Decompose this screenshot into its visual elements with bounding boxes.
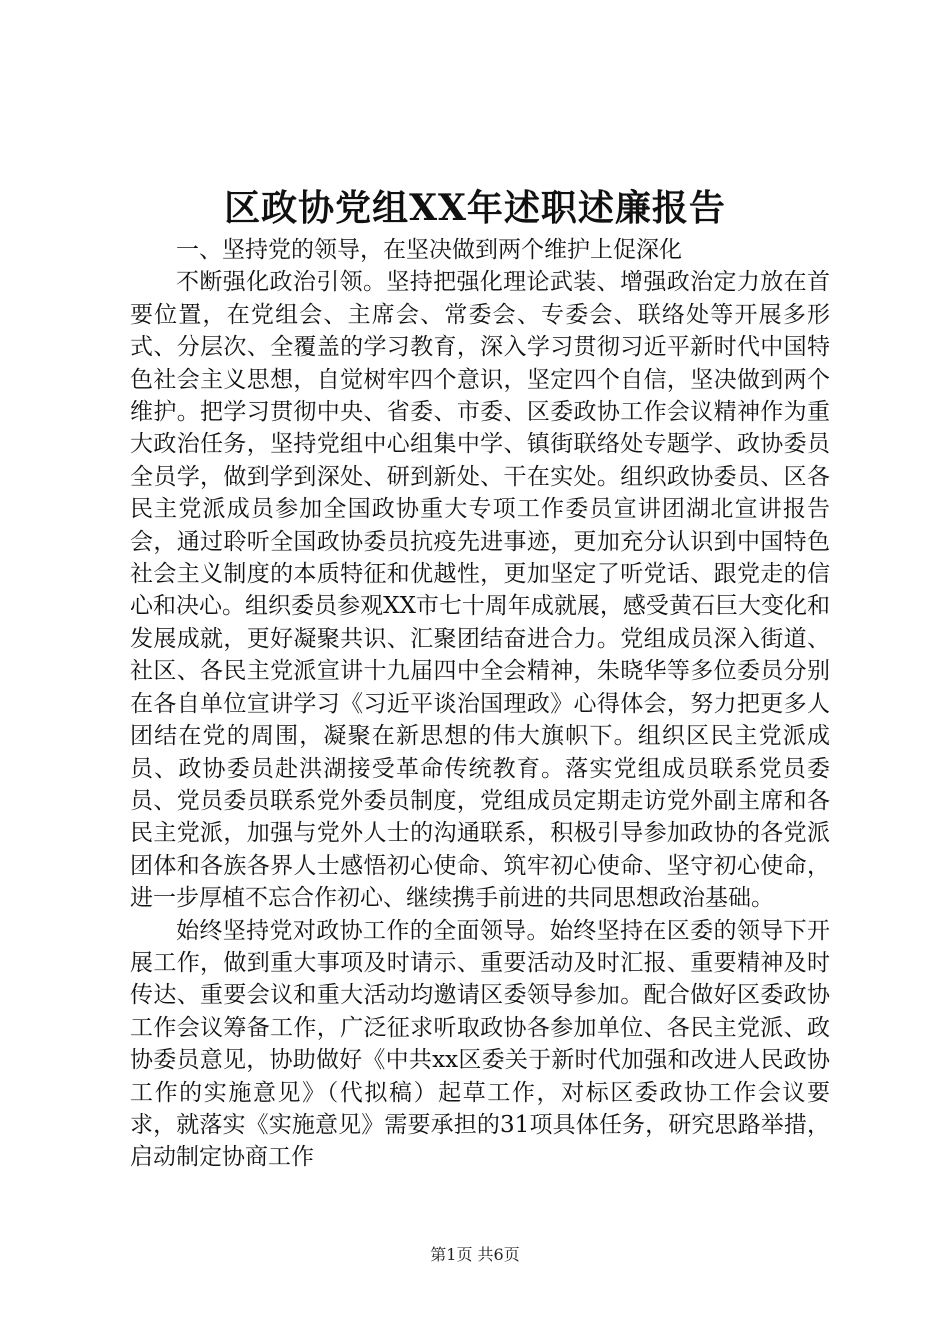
page-footer: 第1页 共6页 xyxy=(430,1245,520,1264)
body-paragraph: 始终坚持党对政协工作的全面领导。始终坚持在区委的领导下开展工作，做到重大事项及时请示、重要活动及时汇报、重要精神及时传达、重要会议和重大活动均邀请区委领导参加。配合做好区委政协工作会议筹备工作，广泛征求听取政协各参加单位、各民主党派、政协委员意见，协助做好《中共xx区委关于新时代加强和改进人民政协工作的实施意见》（代拟稿）起草工作，对标区委政协工作会议要求，就落实《实施意见》需要承担的31项具体任务，研究思路举措，启动制定协商工作 xyxy=(130,917,830,1171)
body-paragraph: 不断强化政治引领。坚持把强化理论武装、增强政治定力放在首要位置，在党组会、主席会、常委会、专委会、联络处等开展多形式、分层次、全覆盖的学习教育，深入学习贯彻习近平新时代中国特色社会主义思想，自觉树牢四个意识，坚定四个自信，坚决做到两个维护。把学习贯彻中央、省委、市委、区委政协工作会议精神作为重大政治任务，坚持党组中心组集中学、镇街联络处专题学、政协委员全员学，做到学到深处、研到新处、干在实处。组织政协委员、区各民主党派成员参加全国政协重大专项工作委员宣讲团湖北宣讲报告会，通过聆听全国政协委员抗疫先进事迹，更加充分认识到中国特色社会主义制度的本质特征和优越性，更加坚定了听党话、跟党走的信心和决心。组织委员参观XX市七十周年成就展，感受黄石巨大变化和发展成就，更好凝聚共识、汇聚团结奋进合力。党组成员深入街道、社区、各民主党派宣讲十九届四中全会精神，朱晓华等多位委员分别在各自单位宣讲学习《习近平谈治国理政》心得体会，努力把更多人团结在党的周围，凝聚在新思想的伟大旗帜下。组织区民主党派成员、政协委员赴洪湖接受革命传统教育。落实党组成员联系党员委员、党员委员联系党外委员制度，党组成员定期走访党外副主席和各民主党派，加强与党外人士的沟通联系，积极引导参加政协的各党派团体和各族各界人士感悟初心使命、筑牢初心使命、坚守初心使命，进一步厚植不忘合作初心、继续携手前进的共同思想政治基础。 xyxy=(130,269,830,912)
document-body xyxy=(130,234,830,1174)
document-title: 区政协党组XX年述职述廉报告 xyxy=(224,187,726,229)
section-heading: 一、坚持党的领导，在坚决做到两个维护上促深化 xyxy=(176,237,682,263)
